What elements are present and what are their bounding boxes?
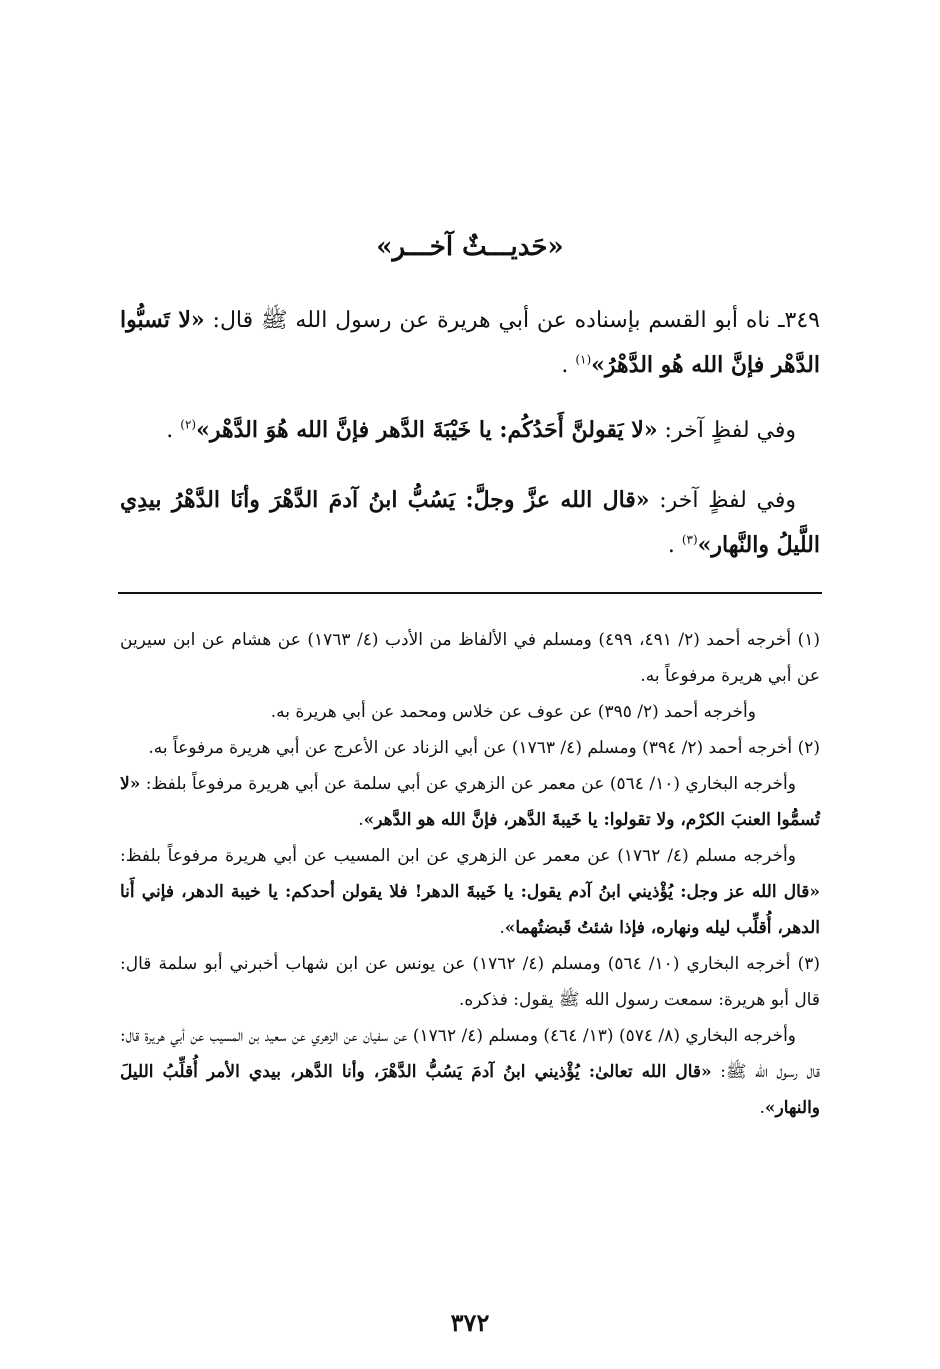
footnote-text: وأخرجه البخاري (٨/ ٥٧٤) (١٣/ ٤٦٤) ومسلم (٤/ ١٧٦٢) عن سفيان عن الزهري عن سعيد بن المسيب عن أبي هريرة قال: قال رسول الله ﷺ: [120, 1026, 820, 1082]
period: . [667, 533, 675, 558]
variant-quote: «لا يَقولنَّ أَحَدُكُم: يا خَيْبَةَ الدَّهر فإنَّ الله هُوَ الدَّهْر» [196, 417, 658, 443]
footnote-ref-1[interactable]: (١) [575, 352, 592, 367]
footnote-2-para-3: وأخرجه مسلم (٤/ ١٧٦٢) عن معمر عن الزهري عن ابن المسيب عن أبي هريرة مرفوعاً بلفظ: «قال الله عز وجل: يُؤْذيني ابنُ آدم يقول: يا خَيبةَ الدهر! فلا يقولن أحدكم: يا خيبة الدهر، فإني أَنا الدهر، أُقلِّب ليله ونهاره، فإذا شئتُ قَبضتُهما». [120, 846, 820, 938]
hadith-number: ٣٤٩ـ [778, 308, 820, 333]
footnote-quote: «قال الله عز وجل: يُؤْذيني ابنُ آدم يقول: يا خَيبةَ الدهر! فلا يقولن أحدكم: يا خيبة الدهر، فإني أَنا الدهر، أُقلِّب ليله ونهاره، فإذا شئتُ قَبضتُهما» [120, 882, 820, 938]
footnotes [120, 622, 820, 1126]
footnote-text: أخرجه البخاري (١٠/ ٥٦٤) ومسلم (٤/ ١٧٦٢) عن يونس عن ابن شهاب أخبرني أبو سلمة قال: قال أبو هريرة: سمعت رسول الله ﷺ يقول: فذكره. [120, 954, 820, 1010]
section-heading: «حَديـــثٌ آخـــر» [376, 232, 564, 262]
footnote-ref-2[interactable]: (٢) [180, 417, 197, 432]
footnote-text: وأخرجه مسلم (٤/ ١٧٦٢) عن معمر عن الزهري عن ابن المسيب عن أبي هريرة مرفوعاً بلفظ: [120, 846, 796, 866]
footnote-text: أخرجه أحمد (٢/ ٣٩٤) ومسلم (٤/ ١٧٦٣) عن أبي الزناد عن الأعرج عن أبي هريرة مرفوعاً به. [148, 738, 793, 758]
hadith-quote: «لا تَسبُّوا الدَّهْر فإنَّ الله هُو الدَّهْرُ» [120, 307, 820, 378]
footnote-1-para-2: وأخرجه أحمد (٢/ ٣٩٥) عن عوف عن خلاس ومحمد عن أبي هريرة به. [270, 702, 756, 722]
hadith-text: ناه أبو القسم بإسناده عن أبي هريرة عن رسول الله ﷺ قال: [204, 308, 771, 333]
footnote-number: (٣) [797, 954, 821, 974]
period: . [166, 418, 174, 443]
hadith-349 [120, 298, 820, 388]
footnote-separator [118, 592, 822, 594]
variant-lead: وفي لفظٍ آخر: [657, 418, 796, 443]
footnote-text: وأخرجه البخاري (١٠/ ٥٦٤) عن معمر عن الزهري عن أبي سلمة عن أبي هريرة مرفوعاً بلفظ: [140, 774, 796, 794]
footnote-3-para-2: وأخرجه البخاري (٨/ ٥٧٤) (١٣/ ٤٦٤) ومسلم (٤/ ١٧٦٢) عن سفيان عن الزهري عن سعيد بن المسيب عن أبي هريرة قال: قال رسول الله ﷺ: «قال الله تعالىٰ: يُؤْذيني ابنُ آدمَ يَسُبُّ الدَّهْرَ، وأنا الدَّهر، بيدي الأمر أُقلِّبُ الليلَ والنهار». [120, 1026, 820, 1118]
page-number: ٣٧٢ [450, 1308, 490, 1337]
footnote-quote: «قال الله تعالىٰ: يُؤْذيني ابنُ آدمَ يَسُبُّ الدَّهْرَ، وأنا الدَّهر، بيدي الأمر أُقلِّبُ الليلَ والنهار» [120, 1062, 820, 1118]
footnote-2-para-2: وأخرجه البخاري (١٠/ ٥٦٤) عن معمر عن الزهري عن أبي سلمة عن أبي هريرة مرفوعاً بلفظ: «لا تُسمُّوا العنبَ الكرْم، ولا تقولوا: يا خَيبةَ الدَّهر، فإنَّ الله هو الدَّهر». [120, 774, 820, 830]
footnote-quote: «لا تُسمُّوا العنبَ الكرْم، ولا تقولوا: يا خَيبةَ الدَّهر، فإنَّ الله هو الدَّهر» [120, 774, 820, 830]
footnote-number: (١) [797, 630, 821, 650]
variant-quote: «قال الله عزَّ وجلَّ: يَسُبُّ ابنُ آدمَ الدَّهْرَ وأنَا الدَّهْرُ بيدِي اللَّيلُ والنَّهار» [120, 487, 820, 558]
footnote-3 [120, 946, 820, 1018]
variant-lead: وفي لفظٍ آخر: [649, 488, 797, 513]
footnote-text: أخرجه أحمد (٢/ ٤٩١، ٤٩٩) ومسلم في الألفاظ من الأدب (٤/ ١٧٦٣) عن هشام عن ابن سيرين عن أبي هريرة مرفوعاً به. [120, 630, 820, 686]
footnote-2 [120, 730, 820, 766]
variant-2 [120, 408, 820, 453]
footnote-ref-3[interactable]: (٣) [681, 532, 698, 547]
footnote-1 [120, 622, 820, 694]
period: . [561, 353, 569, 378]
variant-3 [120, 478, 820, 568]
footnote-number: (٢) [797, 738, 820, 758]
